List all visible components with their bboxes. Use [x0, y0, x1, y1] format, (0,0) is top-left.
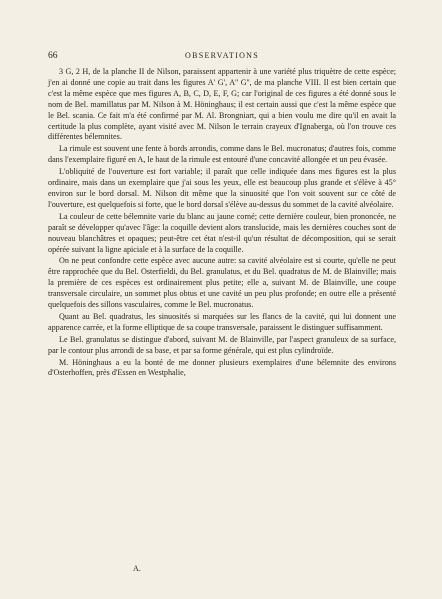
body-text: [48, 67, 396, 379]
paragraph-couleur: La couleur de cette bélemnite varie du blanc au jaune corné; cette dernière couleur, bien prononcée, ne paraît se développer qu'avec l'âge: la coquille devient alors translucide, mais les dernières couches sont de nouveau blanchâtres et opaques; peut-être cet état n'est-il qu'un résultat de décomposition, qui se serait opérée suivant la ligne apiciale et à la surface de la coquille.: [48, 211, 396, 254]
page-header: [48, 50, 396, 62]
paragraph-rimule: La rimule est souvent une fente à bords arrondis, comme dans le Bel. mucronatus; d'autres fois, comme dans l'exemplaire figuré en A, le haut de la rimule est entouré d'une concavité allongée et un peu évasée.: [48, 144, 396, 165]
running-title: OBSERVATIONS: [185, 51, 259, 60]
page-number: 66: [48, 51, 58, 61]
paragraph-quadratus: Quant au Bel. quadratus, les sinuosités si marquées sur les flancs de la cavité, qui lui donnent une apparence carrée, et la forme elliptique de sa coupe transversale, paraissent le distinguer suffisamment.: [48, 311, 396, 332]
paragraph-obliquite: L'obliquité de l'ouverture est fort variable; il paraît que celle indiquée dans mes figures est la plus ordinaire, mais dans un exemplaire que j'ai sous les yeux, elle est beaucoup plus grande et s'élève à 45° environ sur le bord dorsal. M. Nilson dit même que la sinuosité que l'on voit souvent sur ce côté de l'ouverture, est quelquefois si forte, que le bord dorsal s'élève au-dessus du sommet de la cavité alvéolaire.: [48, 167, 396, 209]
paragraph-granulatus: Le Bel. granulatus se distingue d'abord, suivant M. de Blainville, par l'aspect granuleux de sa surface, par le contour plus arrondi de sa base, et par sa forme générale, qui est plus cylindroïde.: [48, 334, 396, 355]
signature-mark: A.: [133, 564, 141, 573]
paragraph-comparaison: On ne peut confondre cette espèce avec aucune autre: sa cavité alvéolaire est si courte, qu'elle ne peut être rapprochée que du Bel. Osterfieldi, du Bel. granulatus, et du Bel. quadratus de M. de Blainville; mais la première de ces espèces est ordinairement plus petite; elle a, suivant M. de Blainville, une coupe transversale circulaire, un sommet plus obtus et une cavité un peu plus profonde; en outre elle a présenté quelquefois des sillons vasculaires, comme le Bel. mucronatus.: [48, 256, 396, 310]
paragraph-figures: 3 G, 2 H, de la planche II de Nilson, paraissent appartenir à une variété plus triquètre de cette espèce; j'en ai donné une copie au trait dans les figures A' G', A'' G'', de ma planche VIII. Il est bien certain que c'est la même espèce que mes figures A, B, C, D, E, F, G; car l'original de ces figures a été donné sous le nom de Bel. mamillatus par M. Nilson à M. Höninghaus; il est certain aussi que c'est la même espèce que le Bel. scania. Ce fait m'a été confirmé par M. Al. Brongniart, qui a bien voulu me dire qu'il en avait la certitude la plus complète, ayant visité avec M. Nilson le terrain crayeux d'Ignaberga, où l'on trouve ces différentes bélemnites.: [48, 67, 396, 142]
paragraph-honinghaus: M. Höninghaus a eu la bonté de me donner plusieurs exemplaires d'une bélemnite des environs d'Osterhoffen, près d'Essen en Westphalie,: [48, 357, 396, 378]
